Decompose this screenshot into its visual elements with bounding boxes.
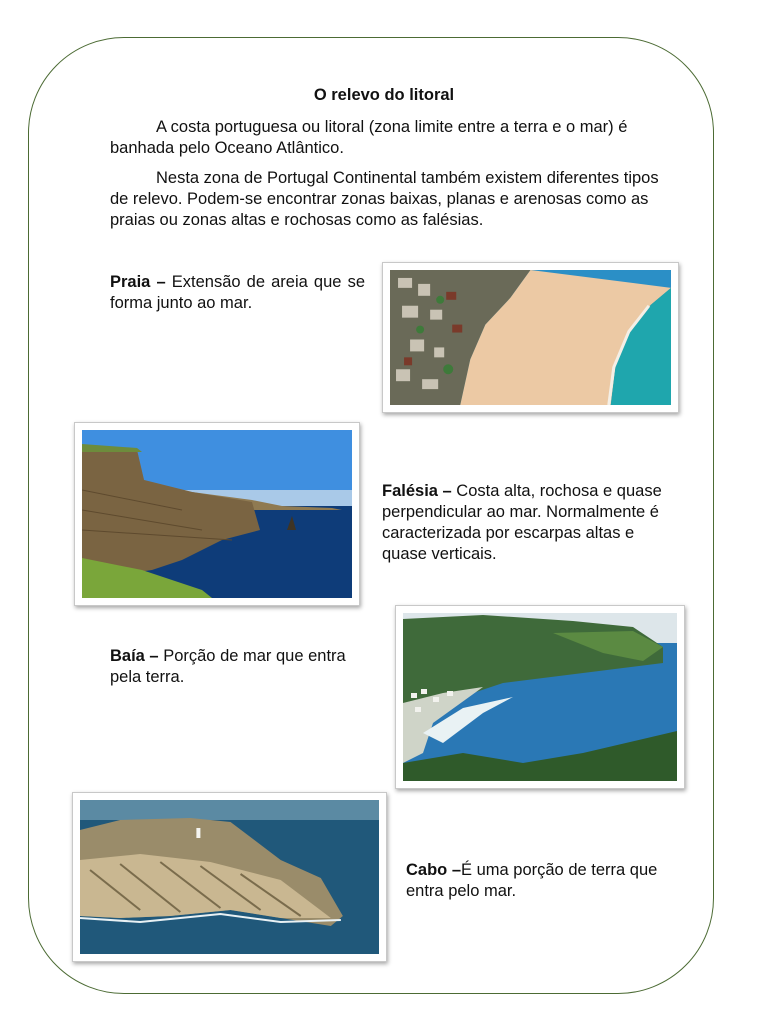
- praia-text: Extensão de areia que se forma junto ao mar.: [110, 273, 366, 312]
- baia-term: Baía –: [110, 647, 159, 665]
- cabo-term: Cabo –: [406, 861, 462, 879]
- praia-term: Praia –: [110, 273, 166, 291]
- intro-text-1: A costa portuguesa ou litoral (zona limite entre a terra e o mar) é banhada pelo Oceano Atlântico.: [110, 118, 628, 157]
- praia-description: [110, 272, 365, 314]
- beach-photo: [382, 262, 679, 413]
- intro-paragraph-2: [110, 168, 660, 231]
- page-title: O relevo do litoral: [313, 86, 455, 104]
- falesia-term: Falésia –: [382, 482, 452, 500]
- cabo-description: [406, 860, 676, 902]
- falesia-description: [382, 481, 682, 565]
- cliff-photo: [74, 422, 360, 606]
- cape-photo: [72, 792, 387, 962]
- intro-text-2: Nesta zona de Portugal Continental também existem diferentes tipos de relevo. Podem-se encontrar zonas baixas, planas e arenosas como as praias ou zonas altas e rochosas como as falésias.: [110, 169, 659, 229]
- baia-description: [110, 646, 380, 688]
- intro-paragraph-1: [110, 117, 660, 159]
- baia-text: Porção de mar que entra pela terra.: [110, 647, 346, 686]
- cabo-text: É uma porção de terra que entra pelo mar.: [406, 861, 658, 900]
- bay-photo: [395, 605, 685, 789]
- falesia-text: Costa alta, rochosa e quase perpendicular ao mar. Normalmente é caracterizada por escarpas altas e quase verticais.: [382, 482, 662, 563]
